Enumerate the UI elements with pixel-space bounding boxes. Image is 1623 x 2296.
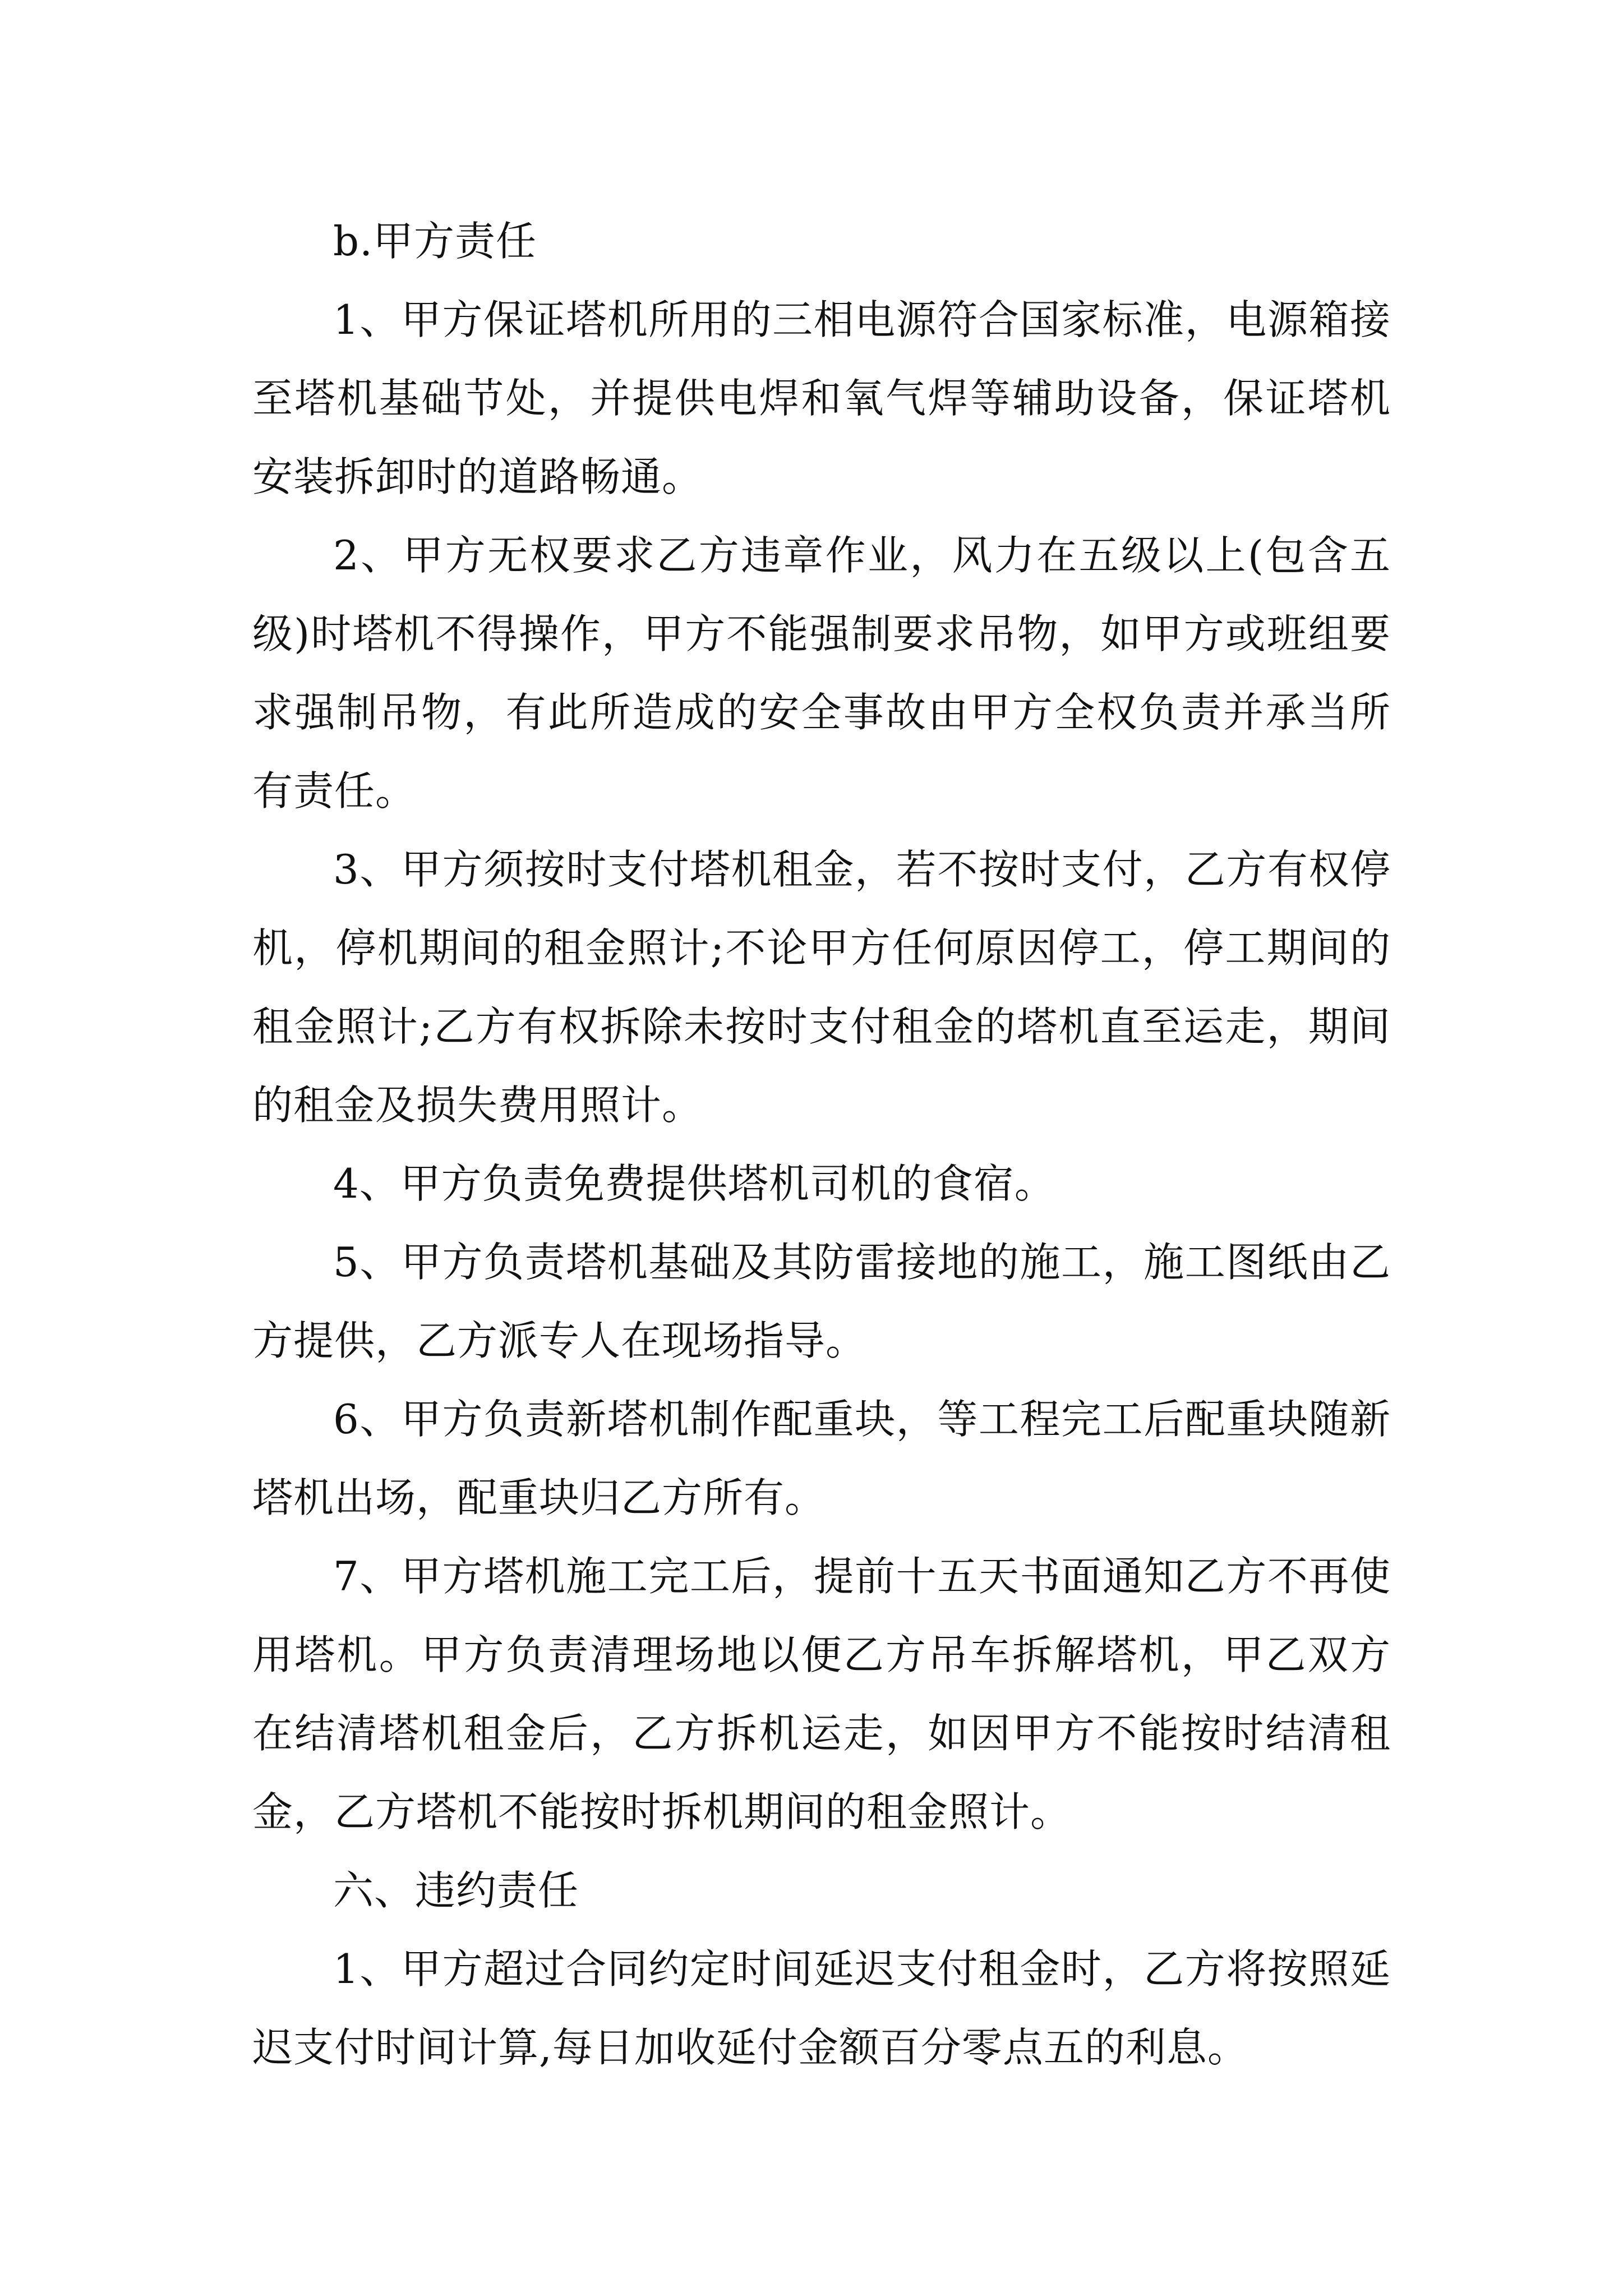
clause-b-6: 6、甲方负责新塔机制作配重块，等工程完工后配重块随新塔机出场，配重块归乙方所有。 [252,1396,1391,1521]
clause-b-4: 4、甲方负责免费提供塔机司机的食宿。 [333,1160,1055,1207]
clause-b-5: 5、甲方负责塔机基础及其防雷接地的施工，施工图纸由乙方提供，乙方派专人在现场指导。 [252,1239,1391,1364]
clause-b-2: 2、甲方无权要求乙方违章作业，风力在五级以上(包含五级)时塔机不得操作，甲方不能强制要求吊物，如甲方或班组要求强制吊物，有此所造成的安全事故由甲方全权负责并承当所有责任。 [252,532,1391,815]
clause-b-1: 1、甲方保证塔机所用的三相电源符合国家标准，电源箱接至塔机基础节处，并提供电焊和氧气焊等辅助设备，保证塔机安装拆卸时的道路畅通。 [252,296,1391,500]
clause-6-1: 1、甲方超过合同约定时间延迟支付租金时，乙方将按照延迟支付时间计算,每日加收延付金额百分零点五的利息。 [252,1945,1391,2071]
document-page [252,202,1391,2087]
clause-b-7: 7、甲方塔机施工完工后，提前十五天书面通知乙方不再使用塔机。甲方负责清理场地以便乙方吊车拆解塔机，甲乙双方在结清塔机租金后，乙方拆机运走，如因甲方不能按时结清租金，乙方塔机不能按时拆机期间的租金照计。 [252,1553,1391,1835]
section-heading-b: b.甲方责任 [333,218,537,265]
section-heading-6: 六、违约责任 [333,1867,579,1914]
clause-b-3: 3、甲方须按时支付塔机租金，若不按时支付，乙方有权停机，停机期间的租金照计;不论甲方任何原因停工，停工期间的租金照计;乙方有权拆除未按时支付租金的塔机直至运走，期间的租金及损失费用照计。 [252,846,1391,1129]
